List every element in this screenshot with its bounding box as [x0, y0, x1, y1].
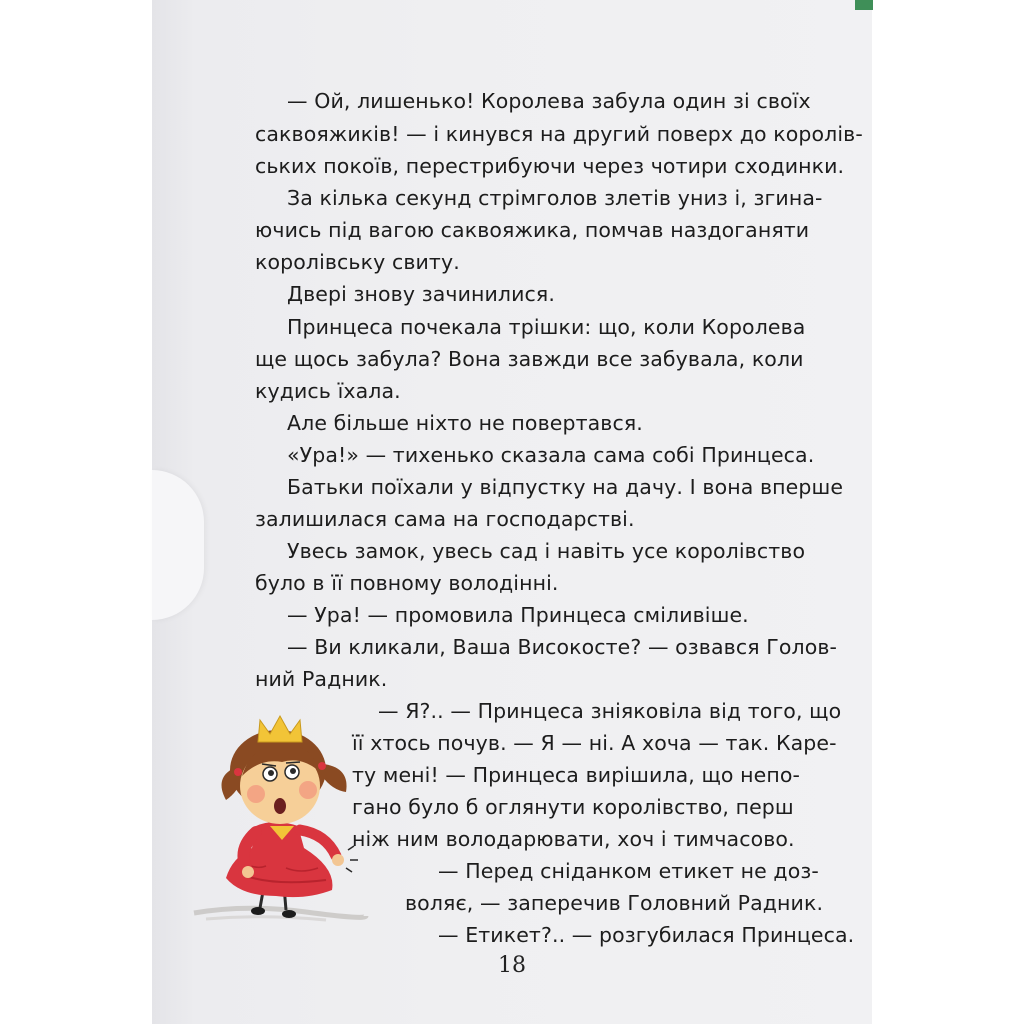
text-line: саквояжиків! — і кинувся на другий поверх до королів-: [255, 122, 863, 146]
text-line: ських покоїв, перестрибуючи через чотири сходинки.: [255, 154, 845, 178]
text-line: — Етикет?.. — розгубилася Принцеса.: [438, 923, 855, 947]
text-line: Принцеса почекала трішки: що, коли Королева: [287, 315, 806, 339]
ground-shadow: [206, 917, 326, 920]
text-line: воляє, — заперечив Головний Радник.: [405, 891, 824, 915]
crown-icon: [258, 716, 302, 742]
text-line: ючись під вагою саквояжика, помчав наздоганяти: [255, 218, 810, 242]
text-line: — Я?.. — Принцеса зніяковіла від того, що: [378, 699, 842, 723]
cover-edge-strip: [855, 0, 873, 10]
text-line: Але більше ніхто не повертався.: [287, 411, 643, 435]
text-line: королівську свиту.: [255, 250, 460, 274]
princess-hand: [332, 854, 344, 866]
text-line: кудись їхала.: [255, 379, 401, 403]
princess-cheek: [299, 781, 317, 799]
princess-shoe: [251, 907, 265, 915]
princess-cheek: [247, 785, 265, 803]
princess-shoe: [282, 910, 296, 918]
text-line: — Ой, лишенько! Королева забула один зі своїх: [287, 89, 811, 113]
text-line: залишилася сама на господарстві.: [255, 507, 635, 531]
text-line: її хтось почув. — Я — ні. А хоча — так. Карe-: [352, 731, 837, 755]
princess-pigtail: [322, 764, 347, 792]
text-line: гано було б оглянути королівство, перш: [352, 795, 794, 819]
page-number: 18: [498, 953, 526, 978]
text-line: Увесь замок, увесь сад і навіть усе королівство: [287, 539, 806, 563]
text-line: «Ура!» — тихенько сказала сама собі Принцеса.: [287, 443, 815, 467]
text-line: За кілька секунд стрімголов злетів униз і, згина-: [287, 186, 823, 210]
text-line: ще щось забула? Вона завжди все забувала, коли: [255, 347, 804, 371]
text-line: ний Радник.: [255, 667, 388, 691]
princess-mouth: [274, 798, 286, 814]
text-line: — Ви кликали, Ваша Високосте? — озвався Голов-: [287, 635, 838, 659]
princess-hand: [242, 866, 254, 878]
text-line: — Перед сніданком етикет не доз-: [438, 859, 819, 883]
text-line: Батьки поїхали у відпустку на дачу. І вона вперше: [287, 475, 844, 499]
text-line: ту мені! — Принцеса вирішила, що непо-: [352, 763, 801, 787]
text-line: Двері знову зачинилися.: [287, 282, 555, 306]
text-line: було в її повному володінні.: [255, 571, 559, 595]
text-line: ніж ним володарювати, хоч і тимчасово.: [352, 827, 795, 851]
princess-illustration: [186, 708, 376, 928]
text-line: — Ура! — промовила Принцеса сміливіше.: [287, 603, 749, 627]
